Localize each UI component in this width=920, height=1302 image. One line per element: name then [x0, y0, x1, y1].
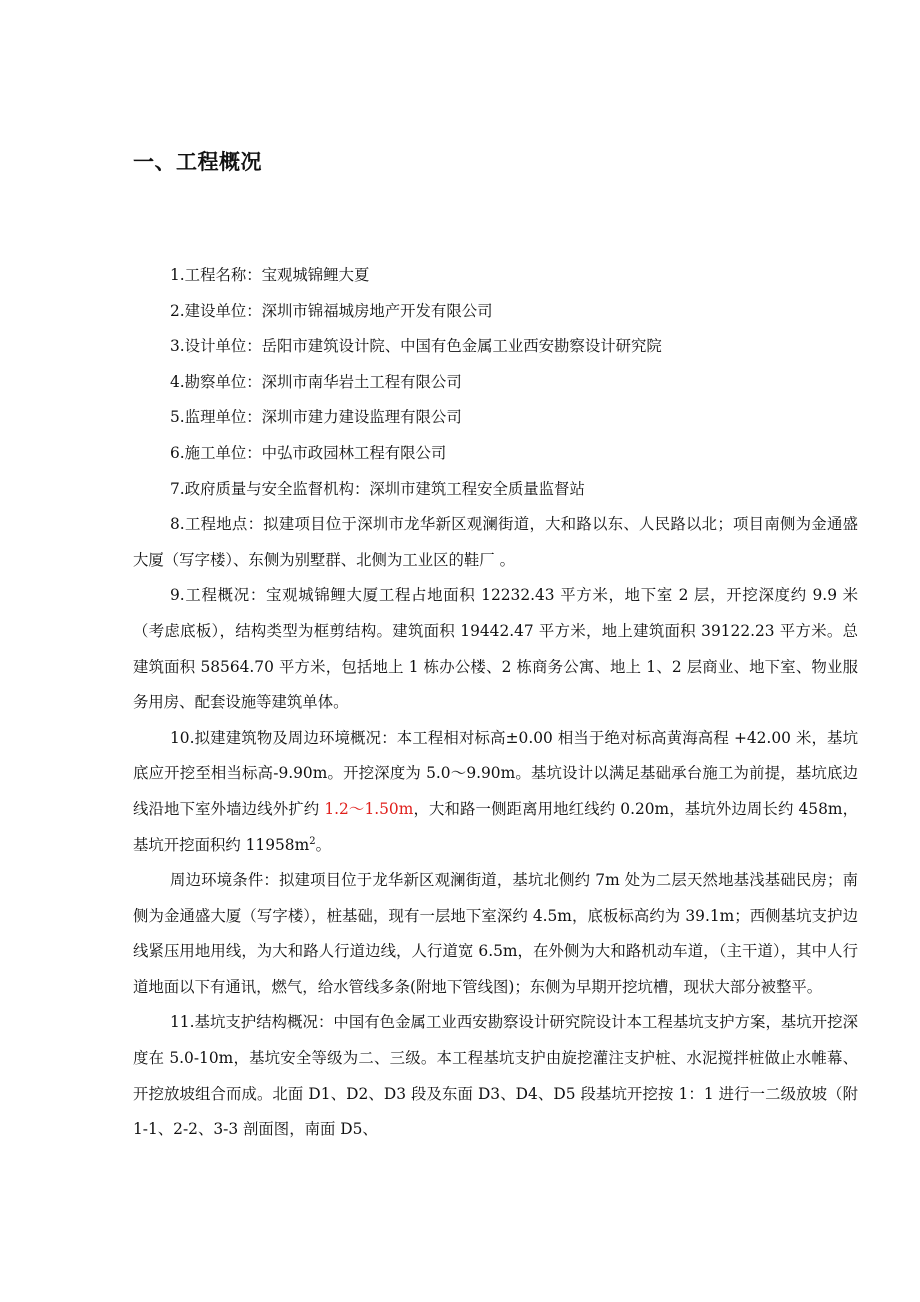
environment-text-2: ，大和路一侧距离用地红线约 0.20m，基坑外边周长约 458m，基坑开挖面积约 11958m	[133, 799, 858, 854]
item-contractor: 6.施工单位：中弘市政园林工程有限公司	[170, 443, 447, 462]
expansion-range-highlight: 1.2～1.50m	[324, 799, 414, 818]
item-project-name: 1.工程名称：宝观城锦鲤大夏	[170, 266, 370, 284]
square-unit-superscript: 2	[309, 835, 316, 847]
item-location: 8.工程地点：拟建项目位于深圳市龙华新区观澜街道，大和路以东、人民路以北；项目南侧为金通盛大厦（写字楼）、东侧为别墅群、北侧为工业区的鞋厂 。	[133, 515, 858, 569]
section-title: 一、工程概况	[133, 150, 262, 174]
item-authority: 7.政府质量与安全监督机构：深圳市建筑工程安全质量监督站	[170, 479, 585, 498]
item-designer: 3.设计单位：岳阳市建筑设计院、中国有色金属工业西安勘察设计研究院	[170, 337, 662, 356]
item-surveyor: 4.勘察单位：深圳市南华岩土工程有限公司	[170, 372, 462, 391]
item-surroundings: 周边环境条件：拟建项目位于龙华新区观澜街道，基坑北侧约 7m 处为二层天然地基浅基础民房；南侧为金通盛大厦（写字楼），桩基础，现有一层地下室深约 4.5m，底板标高约为 39.1m；西侧基坑支护边线紧压用地用线，为大和路人行道边线，人行道宽 6.5m，在外侧为大和路机动车道，（主干道），其中人行道地面以下有通讯，燃气，给水管线多条(附地下管线图)；东侧为早期开挖坑槽，现状大部分被整平。	[133, 871, 858, 996]
item-supervisor: 5.监理单位：深圳市建力建设监理有限公司	[170, 408, 462, 427]
environment-text-3: 。	[315, 835, 331, 854]
item-support-structure: 11.基坑支护结构概况：中国有色金属工业西安勘察设计研究院设计本工程基坑支护方案，基坑开挖深度在 5.0-10m，基坑安全等级为二、三级。本工程基坑支护由旋挖灌注支护桩、水泥搅拌桩做止水帷幕、开挖放坡组合而成。北面 D1、D2、D3 段及东面 D3、D4、D5 段基坑开挖按 1：1 进行一二级放坡（附 1-1、2-2、3-3 剖面图，南面 D5、	[133, 1013, 858, 1139]
item-overview: 9.工程概况：宝观城锦鲤大厦工程占地面积 12232.43 平方米，地下室 2 层，开挖深度约 9.9 米（考虑底板），结构类型为框剪结构。建筑面积 19442.47 平方米，地上建筑面积 39122.23 平方米。总建筑面积 58564.70 平方米，包括地上 1 栋办公楼、2 栋商务公寓、地上 1、2 层商业、地下室、物业服务用房、配套设施等建筑单体。	[133, 586, 858, 712]
environment-text-1: 10.拟建建筑物及周边环境概况：本工程相对标高±0.00 相当于绝对标高黄海高程 +42.00 米，基坑底应开挖至相当标高-9.90m。开挖深度为 5.0～9.90m。基坑设计以满足基础承台施工为前提，基坑底边线沿地下室外墙边线外扩约	[133, 728, 858, 818]
item-environment	[133, 721, 858, 863]
item-developer: 2.建设单位：深圳市锦福城房地产开发有限公司	[170, 301, 493, 320]
document-body	[133, 258, 858, 1148]
